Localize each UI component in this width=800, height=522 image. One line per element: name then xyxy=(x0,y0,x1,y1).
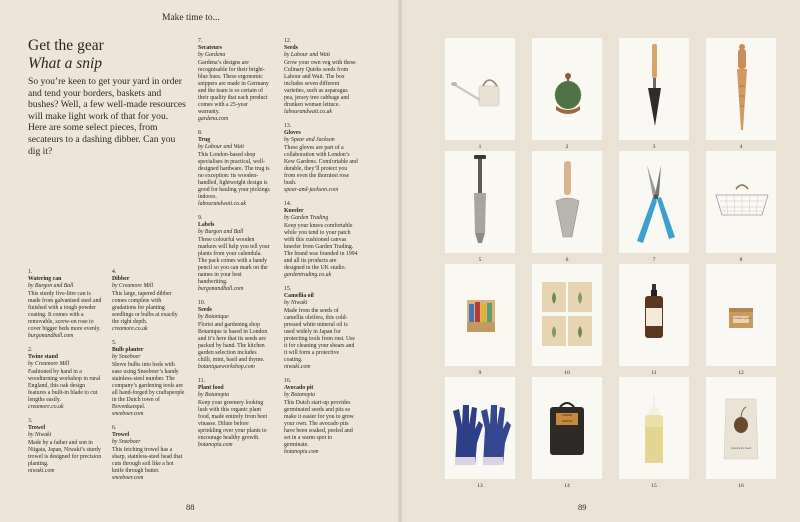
item-entry xyxy=(112,340,186,418)
item-maker: by Labour and Wait xyxy=(284,52,331,58)
item-url: botanopia.com xyxy=(284,449,319,455)
photo-caption: 16 xyxy=(738,483,744,489)
photo-caption: 12 xyxy=(738,370,744,376)
item-number: 4. xyxy=(112,269,117,275)
item-url: botanopia.com xyxy=(198,442,233,448)
item-name: Trowel xyxy=(28,425,46,431)
trowel-photo xyxy=(619,38,689,140)
item-maker: by Creamore Mill xyxy=(112,283,154,289)
item-number: 6. xyxy=(112,425,117,431)
item-maker: by Garden Trading xyxy=(284,215,329,221)
item-description: These colourful wooden markers will help you tell your plants from your calendula. The pack comes with a handy pencil so you can mark on the names in your best handwriting. xyxy=(198,237,270,285)
item-description: Fashioned by hand in a woodturning workshop in rural England, this oak design features a built-in blade to cut lengths easily. xyxy=(28,369,101,403)
photo-cell-10 xyxy=(532,264,602,376)
kneeler-label: GARDEN TRADING xyxy=(561,414,573,423)
trowel-photo xyxy=(532,151,602,253)
photo-caption: 3 xyxy=(652,144,656,150)
column-2 xyxy=(112,269,186,489)
photo-caption: 2 xyxy=(565,144,569,150)
kneeler-photo xyxy=(532,377,602,479)
photo-cell-3 xyxy=(619,38,689,150)
item-url: labourandwait.co.uk xyxy=(198,201,246,207)
item-url: spear-and-jackson.com xyxy=(284,187,339,193)
item-entry xyxy=(198,378,270,449)
item-description: Grow your own veg with these Culinary Quirks seeds from Labour and Wait. The box includes seven different varieties, such as asparagus pea, jersey tree cabbage and drunken woman lettuce. xyxy=(284,60,356,108)
item-entry xyxy=(284,201,358,279)
photo-cell-16 xyxy=(706,377,776,489)
column-3 xyxy=(198,38,270,456)
item-description: Made by a father and son in Niigata, Japan, Niwaki’s sturdy trowel is designed for precision planting. xyxy=(28,440,102,467)
item-description: Keep your greenery looking lush with this organic plant food, made entirely from beet vinasse. Dilute before sprinkling over your plants to encourage healthy growth. xyxy=(198,400,268,441)
item-description: These gloves are part of a collaboration with London’s Kew Gardens. Comfortable and durable, they’ll protect you from even the thorniest rose bush. xyxy=(284,145,358,186)
item-description: This large, tapered dibber comes complete with gradations for planting seedlings or bulbs at exactly the right depth. xyxy=(112,291,178,325)
photo-cell-4 xyxy=(706,38,776,150)
item-url: labourandwait.co.uk xyxy=(284,109,332,115)
item-description: Florist and gardening shop Botanique is based in London and it’s here that its seeds are packed by hand. The kitchen garden selection includes chilli, mint, basil and thyme. xyxy=(198,322,268,363)
item-url: creamore.co.uk xyxy=(112,326,148,332)
item-url: sneeboer.com xyxy=(112,411,144,417)
item-entry xyxy=(198,130,270,208)
page-number-left: 88 xyxy=(186,502,195,512)
item-maker: by Labour and Wait xyxy=(198,144,245,150)
item-description: Made from the seeds of camellia oleifera, this cold-pressed white mineral oil is used widely in Japan for protecting tools from rust. Use it for cleaning your shears and it will form a protective coating. xyxy=(284,308,356,363)
seeds-box-label: CULINARY QUIRKS xyxy=(733,318,752,320)
seeds-photo xyxy=(532,264,602,366)
gloves-photo xyxy=(445,377,515,479)
photo-cell-8 xyxy=(706,151,776,263)
photo-cell-15 xyxy=(619,377,689,489)
photo-cell-12 xyxy=(706,264,776,376)
item-entry xyxy=(284,378,358,456)
item-url: sneeboer.com xyxy=(112,475,144,481)
item-url: niwaki.com xyxy=(28,468,55,474)
headline-subtitle: What a snip xyxy=(28,55,103,72)
item-name: Seeds xyxy=(198,307,212,313)
plant-food-photo xyxy=(619,264,689,366)
item-maker: by Botanique xyxy=(198,314,229,320)
bulb-planter-photo xyxy=(445,151,515,253)
avocado-label: Growing the Seed xyxy=(730,447,751,450)
item-number: 5. xyxy=(112,340,117,346)
item-url: gardena.com xyxy=(198,116,229,122)
item-entry xyxy=(112,425,186,482)
item-description: Gardena’s designs are recognisable for their bright-blue hues. These ergonomic snippers are made in Germany and the team is so certain of their quality that each product comes with a 25-year warranty. xyxy=(198,60,269,115)
item-entry xyxy=(284,123,358,194)
item-number: 12. xyxy=(284,38,292,44)
item-entry xyxy=(284,38,358,116)
item-name: Plant food xyxy=(198,385,224,391)
item-number: 11. xyxy=(198,378,206,384)
photo-caption: 8 xyxy=(739,257,743,263)
item-number: 15. xyxy=(284,286,292,292)
item-number: 8. xyxy=(198,130,203,136)
item-name: Gloves xyxy=(284,130,301,136)
photo-cell-13 xyxy=(445,377,515,489)
item-name: Seeds xyxy=(284,45,298,51)
item-entry xyxy=(198,38,270,123)
dibber-photo xyxy=(706,38,776,140)
item-number: 7. xyxy=(198,38,203,44)
headline xyxy=(28,37,104,73)
photo-cell-2 xyxy=(532,38,602,150)
photo-cell-6 xyxy=(532,151,602,263)
photo-caption: 14 xyxy=(564,483,570,489)
item-name: Watering can xyxy=(28,276,62,282)
item-description: This London-based shop specialises in practical, well-designed hardware. The trug is no exception: its wooden-handled, lightweight design is good for hauling your pickings indoors. xyxy=(198,152,270,200)
item-maker: by Gardena xyxy=(198,52,226,58)
gutter-shadow xyxy=(398,0,402,522)
item-entry xyxy=(284,286,358,371)
item-maker: by Sneeboer xyxy=(112,354,141,360)
item-maker: by Burgon and Ball xyxy=(28,283,74,289)
item-number: 16. xyxy=(284,378,292,384)
item-name: Trowel xyxy=(112,432,130,438)
photo-caption: 6 xyxy=(565,257,569,263)
item-url: burgonandball.com xyxy=(28,333,74,339)
item-maker: by Creamore Mill xyxy=(28,361,70,367)
item-url: botaniqueworkshop.com xyxy=(198,364,255,370)
camellia-oil-photo xyxy=(619,377,689,479)
item-name: Avocado pit xyxy=(284,385,314,391)
item-entry xyxy=(198,215,270,293)
item-number: 9. xyxy=(198,215,203,221)
item-name: Kneeler xyxy=(284,208,304,214)
item-number: 3. xyxy=(28,418,33,424)
item-description: Shove bulbs into beds with ease using Sneeboer’s handy stainless-steel number. The company’s gardening tools are all hand-forged by craftspeople in the Dutch town of Bovenkarspel. xyxy=(112,362,185,410)
item-number: 10. xyxy=(198,300,206,306)
item-url: burgonandball.com xyxy=(198,286,244,292)
item-url: niwaki.com xyxy=(284,364,311,370)
photo-caption: 4 xyxy=(739,144,743,150)
item-entry xyxy=(28,347,102,411)
item-name: Secateurs xyxy=(198,45,222,51)
column-1 xyxy=(28,269,102,482)
photo-cell-11 xyxy=(619,264,689,376)
item-name: Trug xyxy=(198,137,211,143)
item-name: Bulb planter xyxy=(112,347,144,353)
page-number-right: 89 xyxy=(578,502,587,512)
item-maker: by Botanopia xyxy=(198,392,230,398)
photo-caption: 7 xyxy=(652,257,656,263)
photo-cell-9 xyxy=(445,264,515,376)
item-name: Labels xyxy=(198,222,215,228)
item-entry xyxy=(28,269,102,340)
item-description: This sturdy five-litre can is made from galvanised steel and finished with a tough powder coating. It comes with a removable, screw-on rose to cover bigger beds more evenly. xyxy=(28,291,102,332)
labels-photo xyxy=(445,264,515,366)
item-number: 2. xyxy=(28,347,33,353)
item-entry xyxy=(112,269,186,333)
secateurs-photo xyxy=(619,151,689,253)
photo-caption: 13 xyxy=(477,483,483,489)
photo-cell-5 xyxy=(445,151,515,263)
photo-caption: 1 xyxy=(478,144,482,150)
item-description: This fetching trowel has a sharp, stainless-steel head that cuts through soil like a hot knife through butter. xyxy=(112,447,183,474)
item-name: Camellia oil xyxy=(284,293,314,299)
item-entry xyxy=(198,300,270,371)
photo-caption: 15 xyxy=(651,483,657,489)
photo-cell-7 xyxy=(619,151,689,263)
item-maker: by Niwaki xyxy=(28,432,52,438)
item-number: 13. xyxy=(284,123,292,129)
item-name: Twine stand xyxy=(28,354,59,360)
item-maker: by Botanopia xyxy=(284,392,316,398)
photo-cell-14 xyxy=(532,377,602,489)
section-label: Make time to... xyxy=(162,13,220,23)
item-number: 14. xyxy=(284,201,292,207)
item-number: 1. xyxy=(28,269,33,275)
photo-caption: 5 xyxy=(478,257,482,263)
intro-text: So you’re keen to get your yard in order and tend your borders, baskets and bushes? Well, a few well-made resources will make light work of that for you. Here are some select pieces, from secateurs to a dashing dibber. Can you dig it? xyxy=(28,76,186,157)
item-maker: by Burgon and Ball xyxy=(198,229,244,235)
column-4 xyxy=(284,38,358,463)
photo-cell-1 xyxy=(445,38,515,150)
item-url: creamore.co.uk xyxy=(28,404,64,410)
item-maker: by Spear and Jackson xyxy=(284,137,335,143)
photo-caption: 10 xyxy=(564,370,570,376)
item-name: Dibber xyxy=(112,276,130,282)
item-description: This Dutch start-up provides germinated seeds and pits so make it easier for you to grow your own. The avocado pits have been soaked, peeled and set in a warm spot to germinate. xyxy=(284,400,354,448)
photo-caption: 9 xyxy=(478,370,482,376)
twine-stand-photo xyxy=(532,38,602,140)
photo-caption: 11 xyxy=(651,370,657,376)
trug-photo xyxy=(706,151,776,253)
item-maker: by Niwaki xyxy=(284,300,308,306)
item-description: Keep your knees comfortable while you tend to your patch with this cushioned canvas kneeler from Garden Trading. The brand was founded in 1994 and all its products are designed in the UK studio. xyxy=(284,223,358,271)
item-url: gardentrading.co.uk xyxy=(284,272,332,278)
headline-title: Get the gear xyxy=(28,37,104,54)
item-maker: by Sneeboer xyxy=(112,439,141,445)
watering-can-photo xyxy=(445,38,515,140)
seeds-box-photo xyxy=(706,264,776,366)
item-entry xyxy=(28,418,102,475)
avocado-pit-photo xyxy=(706,377,776,479)
